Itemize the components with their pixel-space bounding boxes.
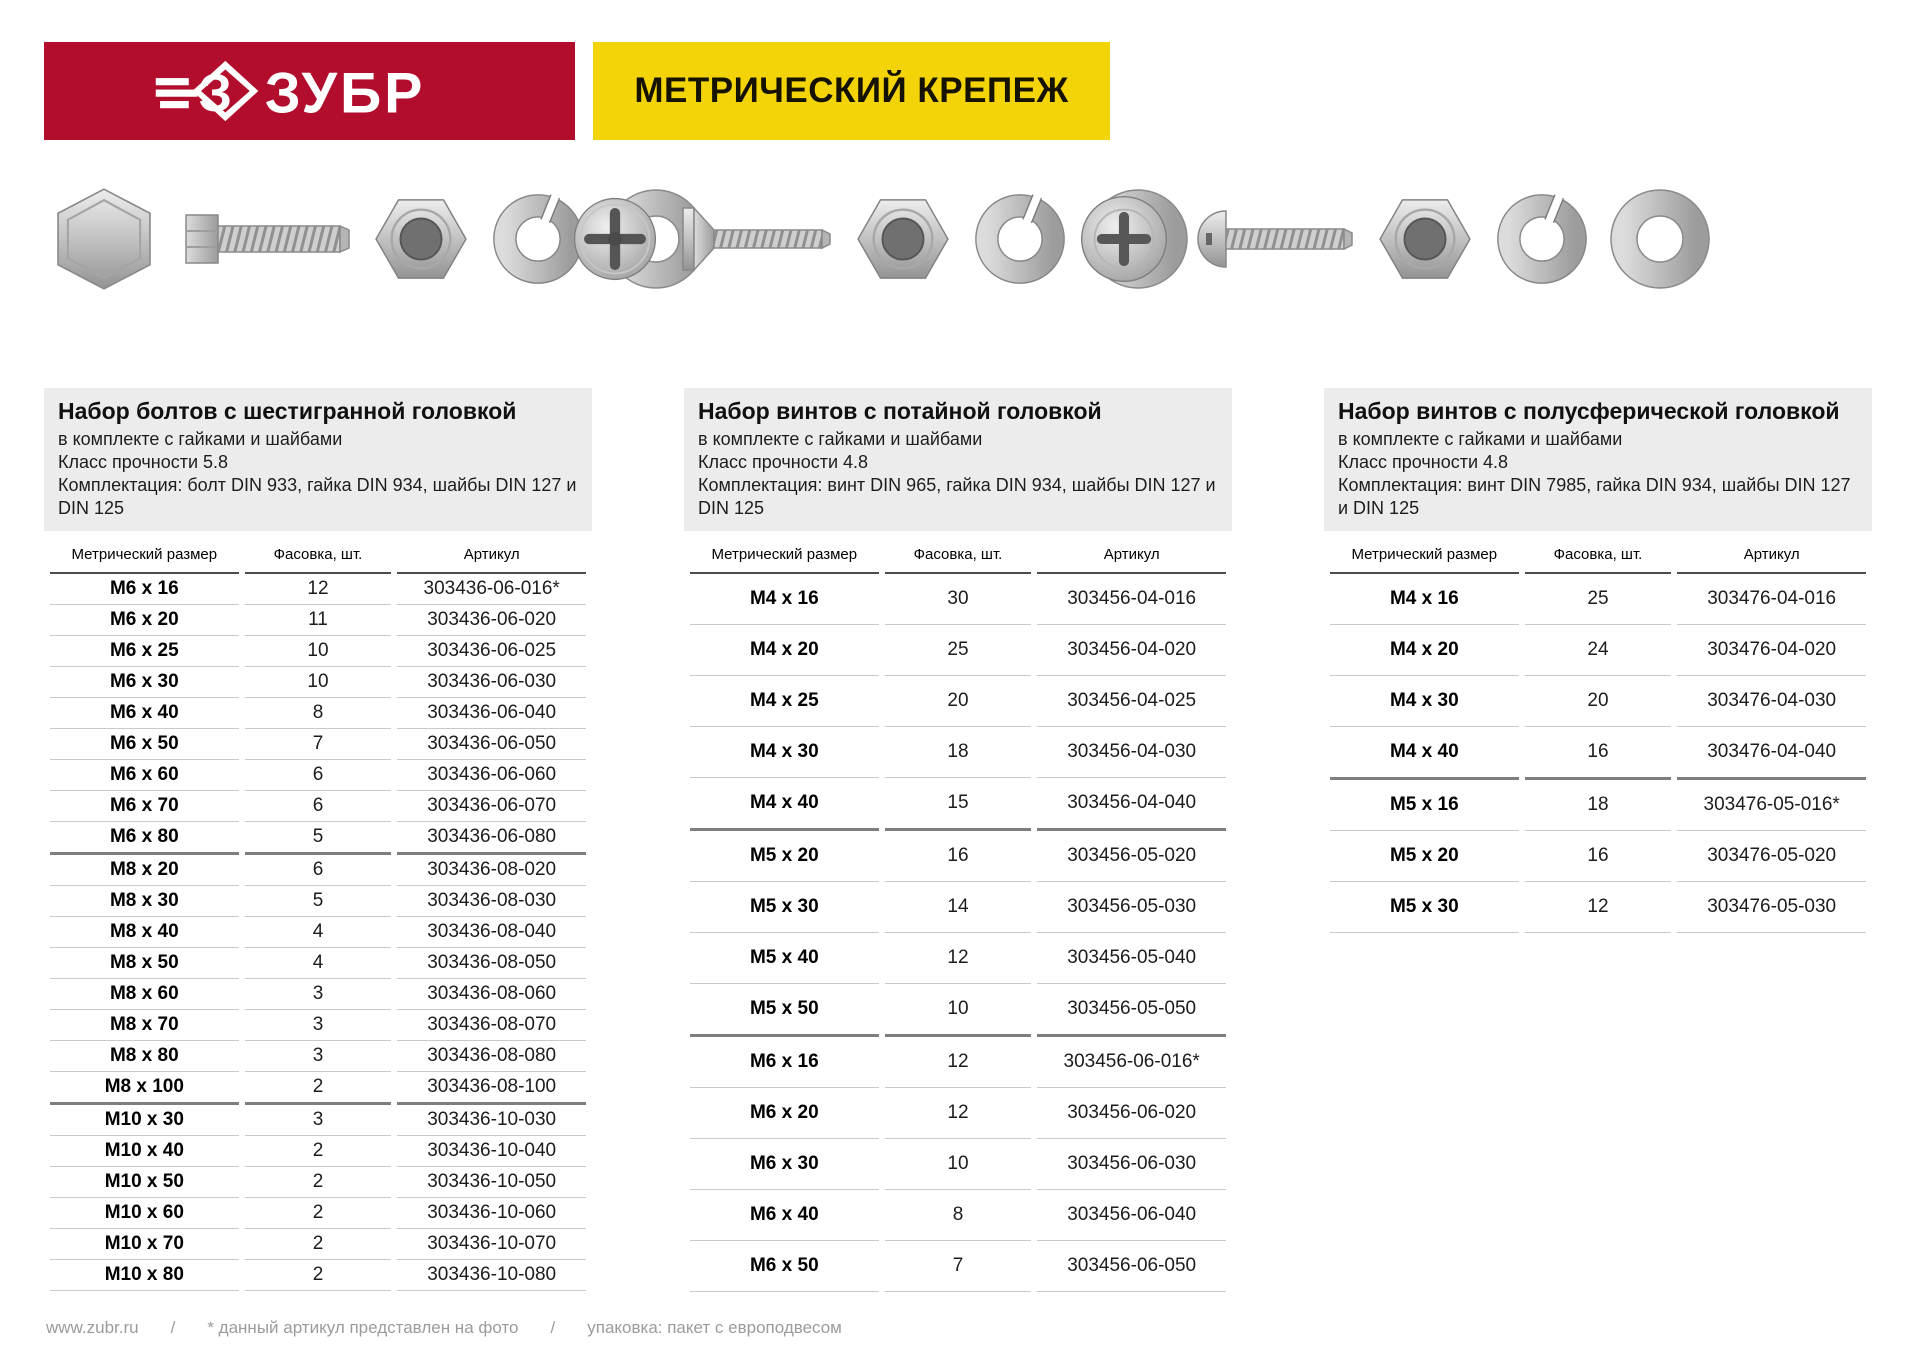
sku-cell: 303436-08-050 <box>397 948 586 979</box>
qty-cell: 8 <box>245 698 392 729</box>
column-header-sku: Артикул <box>1677 533 1866 574</box>
hex-nut-icon <box>372 195 470 283</box>
size-cell: M6 x 40 <box>690 1190 879 1241</box>
sku-cell: 303476-04-016 <box>1677 574 1866 625</box>
table-row <box>50 1260 586 1291</box>
product-info-box <box>1324 388 1872 531</box>
size-cell: M8 x 100 <box>50 1072 239 1105</box>
column-header-size: Метрический размер <box>690 533 879 574</box>
size-cell: M4 x 20 <box>1330 625 1519 676</box>
size-cell: M4 x 16 <box>690 574 879 625</box>
table-row <box>1330 831 1866 882</box>
sku-cell: 303436-08-020 <box>397 855 586 886</box>
sku-cell: 303476-04-040 <box>1677 727 1866 780</box>
size-cell: M6 x 25 <box>50 636 239 667</box>
split-washer-icon <box>1496 193 1588 285</box>
table-row <box>690 1037 1226 1088</box>
fasteners-table <box>44 533 592 1291</box>
sku-cell: 303436-10-070 <box>397 1229 586 1260</box>
size-cell: M6 x 40 <box>50 698 239 729</box>
size-cell: M4 x 25 <box>690 676 879 727</box>
sku-cell: 303436-10-060 <box>397 1198 586 1229</box>
size-cell: M8 x 50 <box>50 948 239 979</box>
page-footer <box>46 1318 842 1338</box>
table-row <box>50 886 586 917</box>
table-row <box>50 698 586 729</box>
table-row <box>50 667 586 698</box>
footer-separator: / <box>170 1318 176 1337</box>
size-cell: M5 x 20 <box>690 831 879 882</box>
product-column-hex-bolts <box>44 388 592 1291</box>
pan-top-icon <box>1078 193 1170 285</box>
qty-cell: 16 <box>1525 727 1672 780</box>
sku-cell: 303456-04-025 <box>1037 676 1226 727</box>
sku-cell: 303456-04-020 <box>1037 625 1226 676</box>
table-row <box>50 1072 586 1105</box>
strength-class: Класс прочности 5.8 <box>58 452 229 472</box>
table-row <box>50 1105 586 1136</box>
table-row <box>50 760 586 791</box>
column-header-size: Метрический размер <box>1330 533 1519 574</box>
table-row <box>50 1229 586 1260</box>
qty-cell: 5 <box>245 822 392 855</box>
qty-cell: 3 <box>245 979 392 1010</box>
sku-cell: 303436-08-070 <box>397 1010 586 1041</box>
table-row <box>50 1198 586 1229</box>
qty-cell: 25 <box>1525 574 1672 625</box>
size-cell: M5 x 30 <box>690 882 879 933</box>
table-row <box>50 1010 586 1041</box>
table-row <box>690 625 1226 676</box>
column-header-qty: Фасовка, шт. <box>885 533 1032 574</box>
table-header-row <box>50 533 586 574</box>
table-row <box>50 574 586 605</box>
hex-head-icon <box>48 187 160 291</box>
qty-cell: 24 <box>1525 625 1672 676</box>
size-cell: M10 x 30 <box>50 1105 239 1136</box>
qty-cell: 6 <box>245 855 392 886</box>
sku-cell: 303436-06-070 <box>397 791 586 822</box>
qty-cell: 16 <box>1525 831 1672 882</box>
sku-cell: 303436-08-080 <box>397 1041 586 1072</box>
qty-cell: 30 <box>885 574 1032 625</box>
qty-cell: 20 <box>1525 676 1672 727</box>
size-cell: M8 x 40 <box>50 917 239 948</box>
sku-cell: 303436-06-020 <box>397 605 586 636</box>
table-row <box>50 948 586 979</box>
table-row <box>690 1190 1226 1241</box>
table-row <box>690 574 1226 625</box>
qty-cell: 8 <box>885 1190 1032 1241</box>
qty-cell: 18 <box>1525 780 1672 831</box>
qty-cell: 3 <box>245 1041 392 1072</box>
sku-cell: 303436-10-050 <box>397 1167 586 1198</box>
column-header-qty: Фасовка, шт. <box>245 533 392 574</box>
components-line: Комплектация: винт DIN 965, гайка DIN 934, шайбы DIN 127 и DIN 125 <box>698 475 1216 518</box>
table-row <box>50 636 586 667</box>
sku-cell: 303436-08-040 <box>397 917 586 948</box>
qty-cell: 12 <box>885 1037 1032 1088</box>
sku-cell: 303436-06-080 <box>397 822 586 855</box>
sku-cell: 303476-05-016* <box>1677 780 1866 831</box>
qty-cell: 5 <box>245 886 392 917</box>
product-info-box <box>44 388 592 531</box>
qty-cell: 12 <box>245 574 392 605</box>
size-cell: M6 x 16 <box>50 574 239 605</box>
footer-separator: / <box>550 1318 556 1337</box>
sku-cell: 303436-06-030 <box>397 667 586 698</box>
sku-cell: 303456-04-040 <box>1037 778 1226 831</box>
product-set-title: Набор болтов с шестигранной головкой <box>58 398 517 424</box>
size-cell: M10 x 70 <box>50 1229 239 1260</box>
table-row <box>50 917 586 948</box>
sku-cell: 303436-08-060 <box>397 979 586 1010</box>
sku-cell: 303456-06-020 <box>1037 1088 1226 1139</box>
qty-cell: 15 <box>885 778 1032 831</box>
sku-cell: 303436-06-050 <box>397 729 586 760</box>
table-row <box>50 605 586 636</box>
table-row <box>690 882 1226 933</box>
qty-cell: 2 <box>245 1136 392 1167</box>
sku-cell: 303436-06-060 <box>397 760 586 791</box>
qty-cell: 12 <box>885 933 1032 984</box>
qty-cell: 6 <box>245 760 392 791</box>
hex-nut-icon <box>1376 195 1474 283</box>
size-cell: M6 x 16 <box>690 1037 879 1088</box>
product-set-title: Набор винтов с потайной головкой <box>698 398 1102 424</box>
table-row <box>50 1041 586 1072</box>
qty-cell: 7 <box>885 1241 1032 1292</box>
column-header-sku: Артикул <box>397 533 586 574</box>
packaging-note: упаковка: пакет с европодвесом <box>587 1318 842 1337</box>
site-url: www.zubr.ru <box>46 1318 139 1337</box>
strength-class: Класс прочности 4.8 <box>698 452 869 472</box>
brand-word: ЗУБР <box>264 61 425 124</box>
table-row <box>1330 574 1866 625</box>
sku-cell: 303456-04-030 <box>1037 727 1226 778</box>
brand-logo <box>44 42 575 140</box>
sku-cell: 303436-08-030 <box>397 886 586 917</box>
sku-cell: 303436-06-025 <box>397 636 586 667</box>
qty-cell: 10 <box>245 636 392 667</box>
qty-cell: 18 <box>885 727 1032 778</box>
logo-speed-lines <box>155 78 197 108</box>
size-cell: M5 x 30 <box>1330 882 1519 933</box>
table-row <box>1330 625 1866 676</box>
fasteners-table <box>684 533 1232 1292</box>
size-cell: M10 x 50 <box>50 1167 239 1198</box>
sku-cell: 303476-04-030 <box>1677 676 1866 727</box>
table-row <box>1330 882 1866 933</box>
sku-cell: 303436-06-040 <box>397 698 586 729</box>
qty-cell: 12 <box>885 1088 1032 1139</box>
table-row <box>50 979 586 1010</box>
size-cell: M4 x 40 <box>1330 727 1519 780</box>
size-cell: M6 x 20 <box>50 605 239 636</box>
photo-strip-panhead-screws <box>1078 163 1710 315</box>
size-cell: M6 x 60 <box>50 760 239 791</box>
qty-cell: 16 <box>885 831 1032 882</box>
sku-cell: 303436-10-080 <box>397 1260 586 1291</box>
size-cell: M8 x 20 <box>50 855 239 886</box>
table-row <box>690 1139 1226 1190</box>
photo-sku-note: * данный артикул представлен на фото <box>207 1318 519 1337</box>
size-cell: M6 x 80 <box>50 822 239 855</box>
sku-cell: 303476-05-020 <box>1677 831 1866 882</box>
qty-cell: 10 <box>245 667 392 698</box>
table-row <box>50 855 586 886</box>
sku-cell: 303476-05-030 <box>1677 882 1866 933</box>
product-set-subtitle: в комплекте с гайками и шайбами <box>1338 429 1623 449</box>
table-row <box>690 831 1226 882</box>
product-column-panhead-screws <box>1324 388 1872 933</box>
size-cell: M4 x 20 <box>690 625 879 676</box>
sku-cell: 303456-05-030 <box>1037 882 1226 933</box>
qty-cell: 14 <box>885 882 1032 933</box>
table-row <box>690 984 1226 1037</box>
column-header-size: Метрический размер <box>50 533 239 574</box>
flat-washer-icon <box>1610 189 1710 289</box>
table-row <box>690 727 1226 778</box>
table-header-row <box>1330 533 1866 574</box>
qty-cell: 2 <box>245 1260 392 1291</box>
size-cell: M4 x 30 <box>690 727 879 778</box>
qty-cell: 6 <box>245 791 392 822</box>
size-cell: M6 x 30 <box>690 1139 879 1190</box>
size-cell: M10 x 80 <box>50 1260 239 1291</box>
size-cell: M5 x 20 <box>1330 831 1519 882</box>
split-washer-icon <box>974 193 1066 285</box>
size-cell: M6 x 30 <box>50 667 239 698</box>
qty-cell: 4 <box>245 917 392 948</box>
size-cell: M4 x 16 <box>1330 574 1519 625</box>
table-row <box>690 778 1226 831</box>
table-row <box>690 1088 1226 1139</box>
sku-cell: 303456-06-040 <box>1037 1190 1226 1241</box>
sku-cell: 303436-06-016* <box>397 574 586 605</box>
components-line: Комплектация: болт DIN 933, гайка DIN 934, шайбы DIN 127 и DIN 125 <box>58 475 577 518</box>
size-cell: M4 x 30 <box>1330 676 1519 727</box>
hex-nut-icon <box>854 195 952 283</box>
product-set-subtitle: в комплекте с гайками и шайбами <box>698 429 983 449</box>
size-cell: M10 x 60 <box>50 1198 239 1229</box>
table-row <box>690 676 1226 727</box>
table-row <box>1330 676 1866 727</box>
column-header-qty: Фасовка, шт. <box>1525 533 1672 574</box>
size-cell: M6 x 50 <box>50 729 239 760</box>
size-cell: M10 x 40 <box>50 1136 239 1167</box>
size-cell: M5 x 16 <box>1330 780 1519 831</box>
qty-cell: 2 <box>245 1167 392 1198</box>
qty-cell: 20 <box>885 676 1032 727</box>
sku-cell: 303456-05-050 <box>1037 984 1226 1037</box>
zubr-logo-icon <box>140 58 480 124</box>
csk-side-icon <box>680 206 832 272</box>
qty-cell: 7 <box>245 729 392 760</box>
table-row <box>50 791 586 822</box>
sku-cell: 303436-08-100 <box>397 1072 586 1105</box>
table-row <box>50 729 586 760</box>
size-cell: M4 x 40 <box>690 778 879 831</box>
qty-cell: 3 <box>245 1010 392 1041</box>
table-row <box>50 1136 586 1167</box>
sku-cell: 303456-06-050 <box>1037 1241 1226 1292</box>
hex-bolt-icon <box>182 193 350 285</box>
table-row <box>50 1167 586 1198</box>
qty-cell: 3 <box>245 1105 392 1136</box>
fasteners-table <box>1324 533 1872 933</box>
size-cell: M6 x 20 <box>690 1088 879 1139</box>
qty-cell: 2 <box>245 1229 392 1260</box>
qty-cell: 11 <box>245 605 392 636</box>
page-title: МЕТРИЧЕСКИЙ КРЕПЕЖ <box>593 42 1110 140</box>
sku-cell: 303456-04-016 <box>1037 574 1226 625</box>
pan-side-icon <box>1192 203 1354 275</box>
column-header-sku: Артикул <box>1037 533 1226 574</box>
table-row <box>690 933 1226 984</box>
size-cell: M8 x 80 <box>50 1041 239 1072</box>
size-cell: M6 x 70 <box>50 791 239 822</box>
table-header-row <box>690 533 1226 574</box>
sku-cell: 303476-04-020 <box>1677 625 1866 676</box>
sku-cell: 303436-10-030 <box>397 1105 586 1136</box>
size-cell: M8 x 70 <box>50 1010 239 1041</box>
product-set-subtitle: в комплекте с гайками и шайбами <box>58 429 343 449</box>
size-cell: M5 x 50 <box>690 984 879 1037</box>
size-cell: M8 x 60 <box>50 979 239 1010</box>
strength-class: Класс прочности 4.8 <box>1338 452 1509 472</box>
qty-cell: 4 <box>245 948 392 979</box>
qty-cell: 10 <box>885 1139 1032 1190</box>
size-cell: M8 x 30 <box>50 886 239 917</box>
components-line: Комплектация: винт DIN 7985, гайка DIN 934, шайбы DIN 127 и DIN 125 <box>1338 475 1851 518</box>
qty-cell: 25 <box>885 625 1032 676</box>
sku-cell: 303456-06-030 <box>1037 1139 1226 1190</box>
product-info-box <box>684 388 1232 531</box>
qty-cell: 12 <box>1525 882 1672 933</box>
size-cell: M5 x 40 <box>690 933 879 984</box>
qty-cell: 10 <box>885 984 1032 1037</box>
table-row <box>50 822 586 855</box>
qty-cell: 2 <box>245 1072 392 1105</box>
product-set-title: Набор винтов с полусферической головкой <box>1338 398 1840 424</box>
csk-top-icon <box>572 196 658 282</box>
table-row <box>690 1241 1226 1292</box>
sku-cell: 303436-10-040 <box>397 1136 586 1167</box>
size-cell: M6 x 50 <box>690 1241 879 1292</box>
product-column-countersunk-screws <box>684 388 1232 1292</box>
table-row <box>1330 780 1866 831</box>
sku-cell: 303456-06-016* <box>1037 1037 1226 1088</box>
qty-cell: 2 <box>245 1198 392 1229</box>
logo-letter: З <box>198 64 232 124</box>
table-row <box>1330 727 1866 780</box>
sku-cell: 303456-05-040 <box>1037 933 1226 984</box>
sku-cell: 303456-05-020 <box>1037 831 1226 882</box>
split-washer-icon <box>492 193 584 285</box>
